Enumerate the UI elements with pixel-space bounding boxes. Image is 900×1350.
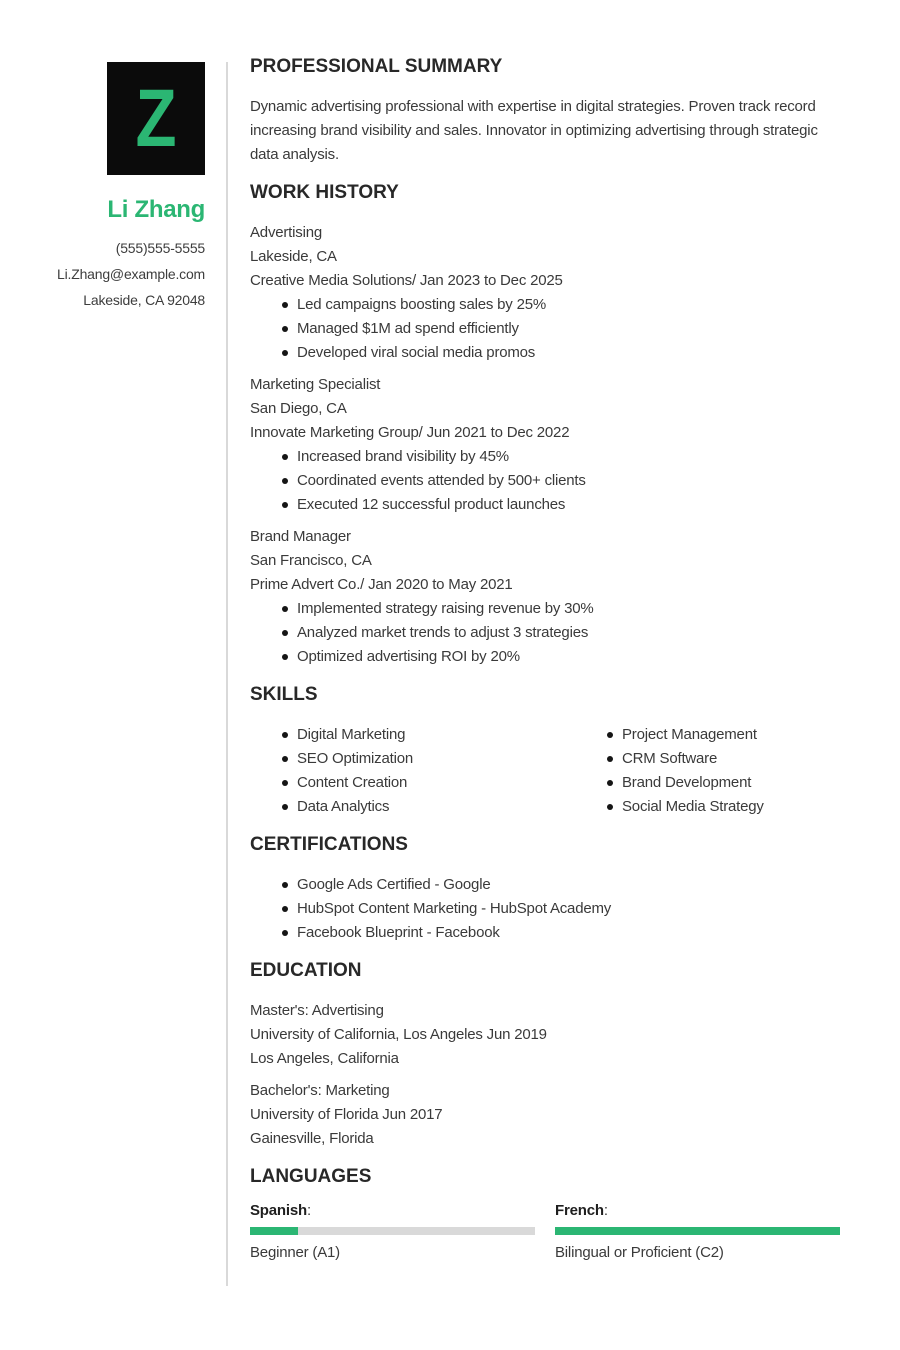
section-certifications — [250, 834, 843, 945]
bullet-item — [250, 341, 843, 365]
bullet-item — [250, 445, 843, 469]
bullet-dot — [282, 326, 288, 332]
main-content — [226, 0, 900, 1350]
skill-text: Digital Marketing — [297, 726, 406, 743]
job-company-dates: Innovate Marketing Group/ Jun 2021 to Dec 2022 — [250, 424, 570, 441]
bullet-item — [250, 469, 843, 493]
language-entry — [555, 1201, 840, 1263]
email-text: Li.Zhang@example.com — [57, 266, 205, 282]
bullet-dot — [607, 804, 613, 810]
language-bar-track — [250, 1227, 535, 1235]
certifications-heading: CERTIFICATIONS — [250, 834, 408, 855]
job-title: Marketing Specialist — [250, 376, 381, 393]
candidate-name: Li Zhang — [107, 196, 205, 223]
certification-item — [250, 897, 843, 921]
language-level: Beginner (A1) — [250, 1244, 340, 1261]
education-entry — [250, 1079, 843, 1151]
skill-item — [575, 771, 843, 795]
certifications-list — [250, 873, 843, 945]
bullet-dot — [282, 930, 288, 936]
bullet-dot — [282, 350, 288, 356]
bullet-item — [250, 621, 843, 645]
skill-text: Data Analytics — [297, 798, 390, 815]
bullet-dot — [282, 882, 288, 888]
address-text: Lakeside, CA 92048 — [83, 292, 205, 308]
languages-heading: LANGUAGES — [250, 1166, 372, 1187]
bullet-text: Increased brand visibility by 45% — [297, 448, 509, 465]
sidebar — [0, 0, 226, 1350]
bullet-text: Managed $1M ad spend efficiently — [297, 320, 519, 337]
skill-item — [575, 795, 843, 819]
bullet-dot — [282, 302, 288, 308]
job-entry — [250, 525, 843, 669]
bullet-dot — [282, 756, 288, 762]
bullet-dot — [282, 654, 288, 660]
certification-text: HubSpot Content Marketing - HubSpot Academy — [297, 900, 612, 917]
language-entry — [250, 1201, 535, 1263]
skill-text: SEO Optimization — [297, 750, 414, 767]
bullet-dot — [282, 906, 288, 912]
skill-item — [250, 723, 575, 747]
education-degree: Master's: Advertising — [250, 1002, 384, 1019]
education-location: Los Angeles, California — [250, 1050, 399, 1067]
language-label — [555, 1201, 840, 1221]
skill-item — [575, 723, 843, 747]
section-professional-summary — [250, 56, 843, 167]
skills-column-right — [575, 723, 843, 819]
section-work-history — [250, 182, 843, 669]
skill-item — [250, 771, 575, 795]
bullet-dot — [282, 606, 288, 612]
bullet-item — [250, 317, 843, 341]
summary-text: Dynamic advertising professional with expertise in digital strategies. Proven track record increasing brand visibility and sales. Innovator in optimizing advertising through strategic data analysis. — [250, 98, 818, 163]
skills-heading: SKILLS — [250, 684, 318, 705]
section-education — [250, 960, 843, 1151]
bullet-item — [250, 645, 843, 669]
language-bar-track — [555, 1227, 840, 1235]
bullet-text: Developed viral social media promos — [297, 344, 536, 361]
certification-text: Facebook Blueprint - Facebook — [297, 924, 500, 941]
education-degree: Bachelor's: Marketing — [250, 1082, 390, 1099]
professional-summary-heading: PROFESSIONAL SUMMARY — [250, 56, 503, 77]
bullet-dot — [282, 454, 288, 460]
education-school-date: University of California, Los Angeles Jun 2019 — [250, 1026, 547, 1043]
bullet-dot — [282, 780, 288, 786]
bullet-text: Executed 12 successful product launches — [297, 496, 566, 513]
language-colon: : — [306, 1202, 311, 1219]
language-name: French — [555, 1202, 604, 1219]
job-title: Advertising — [250, 224, 323, 241]
bullet-text: Led campaigns boosting sales by 25% — [297, 296, 546, 313]
skills-grid — [250, 723, 843, 819]
skill-text: Content Creation — [297, 774, 408, 791]
language-bar-fill — [555, 1227, 840, 1235]
language-name: Spanish — [250, 1202, 307, 1219]
bullet-dot — [282, 804, 288, 810]
job-location: San Diego, CA — [250, 400, 347, 417]
bullet-dot — [282, 630, 288, 636]
monogram-badge — [107, 62, 205, 175]
language-colon: : — [603, 1202, 608, 1219]
job-entry — [250, 221, 843, 365]
monogram-letter: Z — [135, 72, 177, 164]
section-skills — [250, 684, 843, 819]
skill-item — [575, 747, 843, 771]
languages-grid — [250, 1201, 843, 1263]
job-bullet-list — [250, 445, 843, 517]
certification-text: Google Ads Certified - Google — [297, 876, 491, 893]
work-history-heading: WORK HISTORY — [250, 182, 399, 203]
bullet-item — [250, 493, 843, 517]
job-company-dates: Creative Media Solutions/ Jan 2023 to Dec 2025 — [250, 272, 563, 289]
contact-block — [57, 235, 205, 313]
language-label — [250, 1201, 535, 1221]
certification-item — [250, 921, 843, 945]
skill-text: Project Management — [622, 726, 757, 743]
bullet-dot — [607, 732, 613, 738]
skills-column-left — [250, 723, 575, 819]
skill-item — [250, 795, 575, 819]
certification-item — [250, 873, 843, 897]
skill-text: Social Media Strategy — [622, 798, 764, 815]
bullet-dot — [607, 756, 613, 762]
bullet-dot — [282, 732, 288, 738]
bullet-dot — [282, 478, 288, 484]
bullet-text: Analyzed market trends to adjust 3 strategies — [297, 624, 589, 641]
job-location: San Francisco, CA — [250, 552, 372, 569]
bullet-text: Implemented strategy raising revenue by 30% — [297, 600, 594, 617]
job-company-dates: Prime Advert Co./ Jan 2020 to May 2021 — [250, 576, 513, 593]
vertical-divider — [226, 62, 228, 1286]
skill-item — [250, 747, 575, 771]
bullet-item — [250, 597, 843, 621]
skill-text: CRM Software — [622, 750, 718, 767]
language-level: Bilingual or Proficient (C2) — [555, 1244, 724, 1261]
language-bar-fill — [250, 1227, 298, 1235]
bullet-dot — [607, 780, 613, 786]
phone-text: (555)555-5555 — [115, 240, 205, 256]
education-school-date: University of Florida Jun 2017 — [250, 1106, 443, 1123]
skill-text: Brand Development — [622, 774, 752, 791]
bullet-text: Optimized advertising ROI by 20% — [297, 648, 520, 665]
job-entry — [250, 373, 843, 517]
education-heading: EDUCATION — [250, 960, 362, 981]
bullet-dot — [282, 502, 288, 508]
job-bullet-list — [250, 293, 843, 365]
education-location: Gainesville, Florida — [250, 1130, 374, 1147]
education-entry — [250, 999, 843, 1071]
job-location: Lakeside, CA — [250, 248, 337, 265]
section-languages — [250, 1166, 843, 1263]
bullet-text: Coordinated events attended by 500+ clients — [297, 472, 586, 489]
bullet-item — [250, 293, 843, 317]
job-title: Brand Manager — [250, 528, 351, 545]
job-bullet-list — [250, 597, 843, 669]
